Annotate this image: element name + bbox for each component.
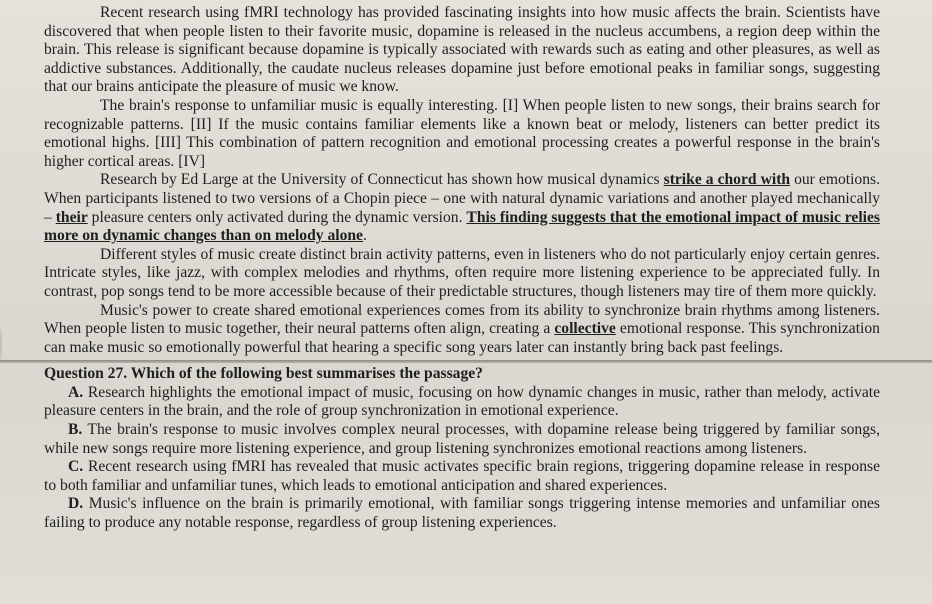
paragraph-1: Recent research using fMRI technology has provided fascinating insights into how music affects the brain. Scientists have discovered that when people listen to their favorite music, dopamine is released in the nucleus accumbens, a region deep within the brain. This release is significant because dopamine is typically associated with rewards such as eating and other pleasures, as well as addictive substances. Additionally, the caudate nucleus releases dopamine just before emotional peaks in familiar songs, suggesting that our brains anticipate the pleasure of music we know. bbox=[44, 4, 880, 96]
paragraph-3-text-c: our emotions. When participants listened to two versions of a Chopin piece – one with natural dynamic variations and another played mechanically – bbox=[44, 171, 880, 226]
option-a-letter: A. bbox=[68, 383, 84, 401]
paragraph-3 bbox=[44, 171, 880, 245]
page-fold-divider bbox=[0, 360, 932, 363]
paragraph-2: The brain's response to unfamiliar music is equally interesting. [I] When people listen to new songs, their brains search for recognizable patterns. [II] If the music contains familiar elements like a known beat or melody, listeners can better predict its emotional highs. [III] This combination of pattern recognition and emotional processing creates a powerful response in the brain's higher cortical areas. [IV] bbox=[44, 96, 880, 170]
underlined-word-their: their bbox=[55, 208, 88, 226]
option-b-text: The brain's response to music involves complex neural processes, with dopamine release being triggered by familiar songs, while new songs require more listening experience, and group listening synchronizes emotional reactions among listeners. bbox=[44, 421, 880, 457]
paragraph-5-text-c: emotional response. This synchronization can make music so emotionally powerful that hearing a specific song years later can instantly bring back past feelings. bbox=[44, 320, 880, 356]
paragraph-5-text-a: Music's power to create shared emotional experiences comes from its ability to synchronize brain rhythms among listeners. When people listen to music together, their neural patterns often align, creating a bbox=[44, 301, 880, 338]
option-b-letter: B. bbox=[68, 421, 83, 439]
option-d[interactable] bbox=[44, 495, 880, 532]
paragraph-3-text-e: pleasure centers only activated during the dynamic version. bbox=[87, 208, 467, 226]
option-d-letter: D. bbox=[68, 495, 84, 513]
option-d-text: Music's influence on the brain is primarily emotional, with familiar songs triggering intense memories and unfamiliar ones failing to produce any notable response, regardless of group listening experiences. bbox=[44, 495, 880, 532]
question-title: Question 27. Which of the following best summarises the passage? bbox=[44, 365, 483, 383]
option-b[interactable] bbox=[44, 421, 880, 458]
paragraph-3-text-a: Research by Ed Large at the University of Connecticut has shown how musical dynamics bbox=[100, 171, 664, 189]
option-c-letter: C. bbox=[68, 458, 84, 476]
paragraph-4: Different styles of music create distinct brain activity patterns, even in listeners who do not particularly enjoy certain genres. Intricate styles, like jazz, with complex melodies and rhythms, often require more listening experience to be appreciated fully. In contrast, pop songs tend to be more accessible because of their predictable structures, though listeners may tire of them more quickly. bbox=[44, 245, 880, 300]
option-a[interactable] bbox=[44, 384, 880, 421]
underlined-sentence-finding: This finding suggests that the emotional impact of music relies more on dynamic changes than on melody alone bbox=[44, 208, 881, 245]
option-c[interactable] bbox=[44, 458, 880, 495]
underlined-word-collective: collective bbox=[554, 320, 616, 338]
paragraph-3-text-g: . bbox=[362, 227, 367, 245]
option-a-text: Research highlights the emotional impact of music, focusing on how dynamic changes in music, rather than melody, activate pleasure centers in the brain, and the role of group synchronization in emotional experience. bbox=[44, 383, 880, 420]
question-27 bbox=[44, 365, 880, 532]
paragraph-5 bbox=[44, 302, 880, 358]
finger-shadow bbox=[0, 300, 2, 388]
reading-passage bbox=[44, 4, 880, 357]
underlined-phrase-strike-a-chord: strike a chord with bbox=[663, 171, 791, 189]
option-c-text: Recent research using fMRI has revealed that music activates specific brain regions, triggering dopamine release in response to both familiar and unfamiliar tunes, which leads to emotional anticipation and shared experiences. bbox=[44, 458, 880, 494]
